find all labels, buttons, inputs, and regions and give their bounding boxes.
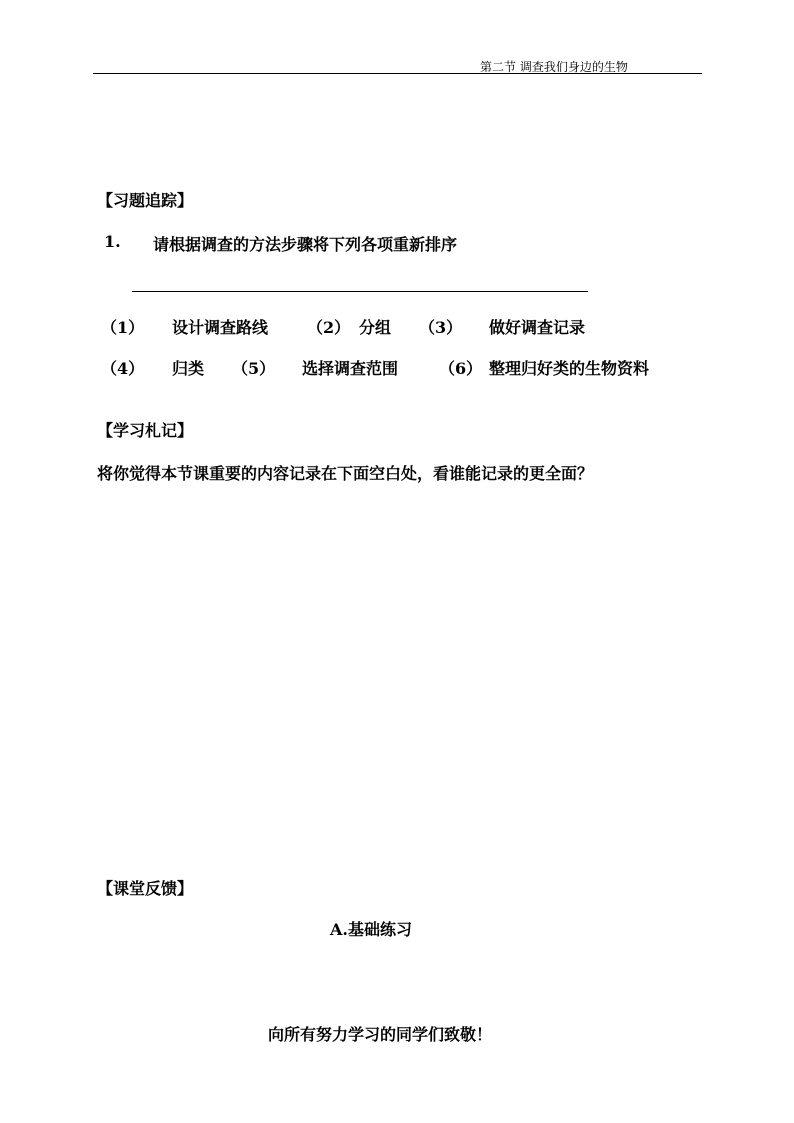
option-2-number: （2） (307, 318, 351, 337)
options-row-1 (101, 315, 586, 338)
option-3-number: （3） (419, 318, 463, 337)
closing-message: 向所有努力学习的同学们致敬！ (268, 1025, 493, 1044)
option-6-number: （6） (439, 359, 483, 378)
feedback-heading: 【课堂反馈】 (97, 879, 194, 898)
options-row-2 (101, 356, 650, 379)
notes-heading: 【学习札记】 (97, 421, 194, 440)
question-1 (104, 232, 458, 254)
option-4-text: 归类 (172, 359, 205, 378)
option-2-text: 分组 (359, 318, 392, 337)
option-5-text: 选择调查范围 (302, 359, 399, 378)
exercises-heading: 【习题追踪】 (97, 191, 194, 210)
option-1-number: （1） (101, 318, 145, 337)
question-1-number: 1. (104, 232, 121, 251)
option-6-text: 整理归好类的生物资料 (489, 359, 650, 378)
option-4-number: （4） (101, 359, 145, 378)
notes-instruction: 将你觉得本节课重要的内容记录在下面空白处，看谁能记录的更全面？ (97, 464, 594, 483)
feedback-subheading: A.基础练习 (330, 920, 412, 939)
question-1-text: 请根据调查的方法步骤将下列各项重新排序 (153, 235, 458, 254)
header-divider (93, 73, 702, 74)
option-1-text: 设计调查路线 (172, 318, 269, 337)
header-title: 第二节 调查我们身边的生物 (480, 60, 628, 74)
option-5-number: （5） (232, 359, 276, 378)
option-3-text: 做好调查记录 (489, 318, 586, 337)
answer-blank-line (132, 291, 588, 292)
